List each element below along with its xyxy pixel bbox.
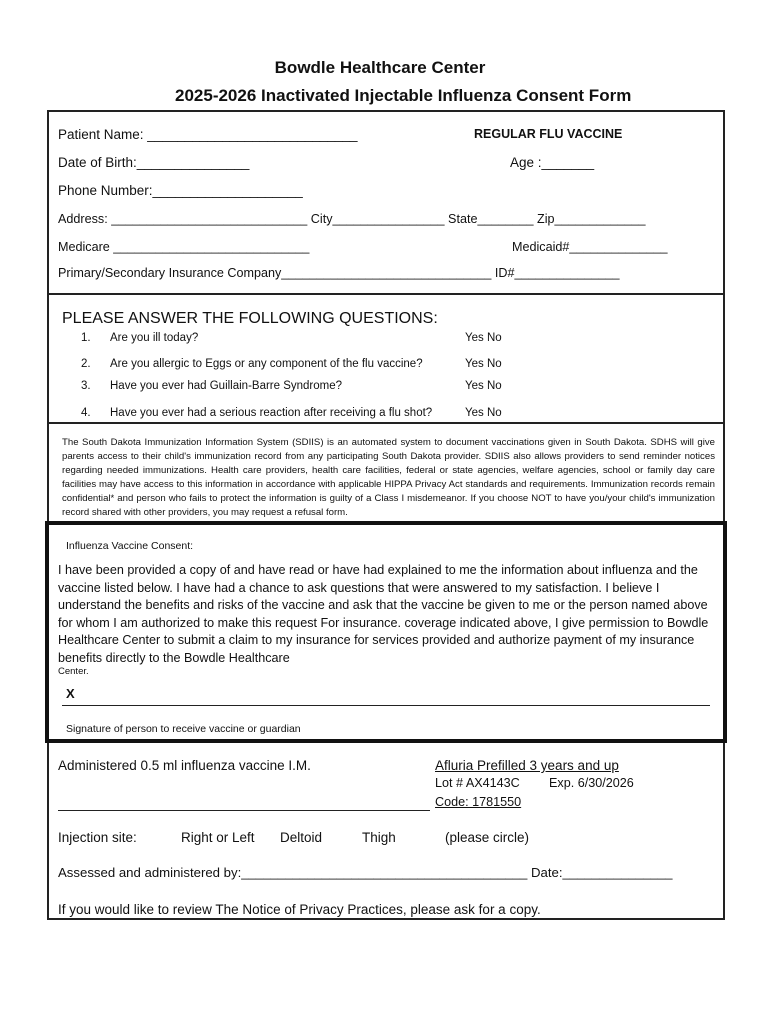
- consent-body-end: Center.: [58, 666, 89, 677]
- question-number: 2.: [81, 358, 91, 370]
- questions-heading: PLEASE ANSWER THE FOLLOWING QUESTIONS:: [62, 310, 438, 327]
- organization-title: Bowdle Healthcare Center: [274, 58, 486, 77]
- sdiis-notice: The South Dakota Immunization Information System (SDIIS) is an automated system to document vaccinations given in South Dakota. SDHS will give parents access to their child's immunization record from any participating South Dakota provider. SDIIS also allows providers to send reminder notices regarding needed immunizations. Health care providers, health care facilities, federal or state agencies, welfare agencies, school or family day care facilities may have access to this information in accordance with applicable HIPPA Privacy Act standards and requirements. Immunization records remain confidential* and person who fails to protect the information is guilty of a Class I misdemeanor. If you choose NOT to have you/your child's immunization record shared with other providers, you may request a refusal form.: [62, 437, 715, 518]
- question-answer-yes-no[interactable]: Yes No: [465, 358, 502, 370]
- thigh-option[interactable]: Thigh: [362, 830, 396, 845]
- injection-site-label: Injection site:: [58, 830, 137, 845]
- vaccine-type-label: REGULAR FLU VACCINE: [474, 127, 623, 141]
- question-number: 4.: [81, 407, 91, 419]
- phone-number-field[interactable]: Phone Number:____________________: [58, 183, 303, 198]
- signature-line[interactable]: [62, 705, 710, 706]
- question-answer-yes-no[interactable]: Yes No: [465, 407, 502, 419]
- injection-side-option[interactable]: Right or Left: [181, 830, 255, 845]
- signature-mark: X: [66, 686, 75, 701]
- product-code: Code: 1781550: [435, 795, 522, 809]
- consent-heading: Influenza Vaccine Consent:: [66, 540, 194, 552]
- patient-name-field[interactable]: Patient Name: ____________________________: [58, 127, 358, 142]
- administered-dose: Administered 0.5 ml influenza vaccine I.M.: [58, 758, 311, 773]
- question-answer-yes-no[interactable]: Yes No: [465, 380, 502, 392]
- privacy-notice: If you would like to review The Notice of Privacy Practices, please ask for a copy.: [58, 902, 541, 917]
- age-field[interactable]: Age :_______: [510, 155, 595, 170]
- question-text: Have you ever had Guillain-Barre Syndrome?: [110, 380, 343, 392]
- question-answer-yes-no[interactable]: Yes No: [465, 332, 502, 344]
- consent-body: I have been provided a copy of and have read or have had explained to me the information about influenza and the vaccine listed below. I have had a chance to ask questions that were answered to my satisfaction. I believe I understand the benefits and risks of the vaccine and ask that the vaccine be given to me or the person named above for whom I am authorized to make this request For insurance. coverage indicated above, I give permission to Bowdle Healthcare Center to submit a claim to my insurance for services provided and authorize payment of my insurance benefits directly to the Bowdle Healthcare: [58, 563, 709, 665]
- question-number: 1.: [81, 332, 91, 344]
- date-of-birth-field[interactable]: Date of Birth:_______________: [58, 155, 250, 170]
- assessed-by-field[interactable]: Assessed and administered by:_______________________________________ Date:_______________: [58, 865, 673, 880]
- circle-instruction: (please circle): [445, 830, 530, 845]
- expiration-date: Exp. 6/30/2026: [549, 776, 634, 790]
- address-field[interactable]: Address: ____________________________ City________________ State________ Zip_____________: [58, 212, 646, 226]
- vaccine-product: Afluria Prefilled 3 years and up: [435, 758, 619, 773]
- question-number: 3.: [81, 380, 91, 392]
- question-text: Are you ill today?: [110, 332, 199, 344]
- question-text: Are you allergic to Eggs or any component of the flu vaccine?: [110, 358, 423, 370]
- lot-number: Lot # AX4143C: [435, 776, 520, 790]
- form-title: 2025-2026 Inactivated Injectable Influenza Consent Form: [175, 86, 632, 105]
- medicaid-field[interactable]: Medicaid#______________: [512, 240, 668, 254]
- deltoid-option[interactable]: Deltoid: [280, 830, 323, 845]
- signature-caption: Signature of person to receive vaccine or guardian: [66, 723, 301, 735]
- question-text: Have you ever had a serious reaction after receiving a flu shot?: [110, 407, 433, 419]
- insurance-field[interactable]: Primary/Secondary Insurance Company______________________________ ID#_______________: [58, 266, 620, 280]
- medicare-field[interactable]: Medicare ____________________________: [58, 240, 310, 254]
- administrator-signature-line[interactable]: [58, 810, 430, 811]
